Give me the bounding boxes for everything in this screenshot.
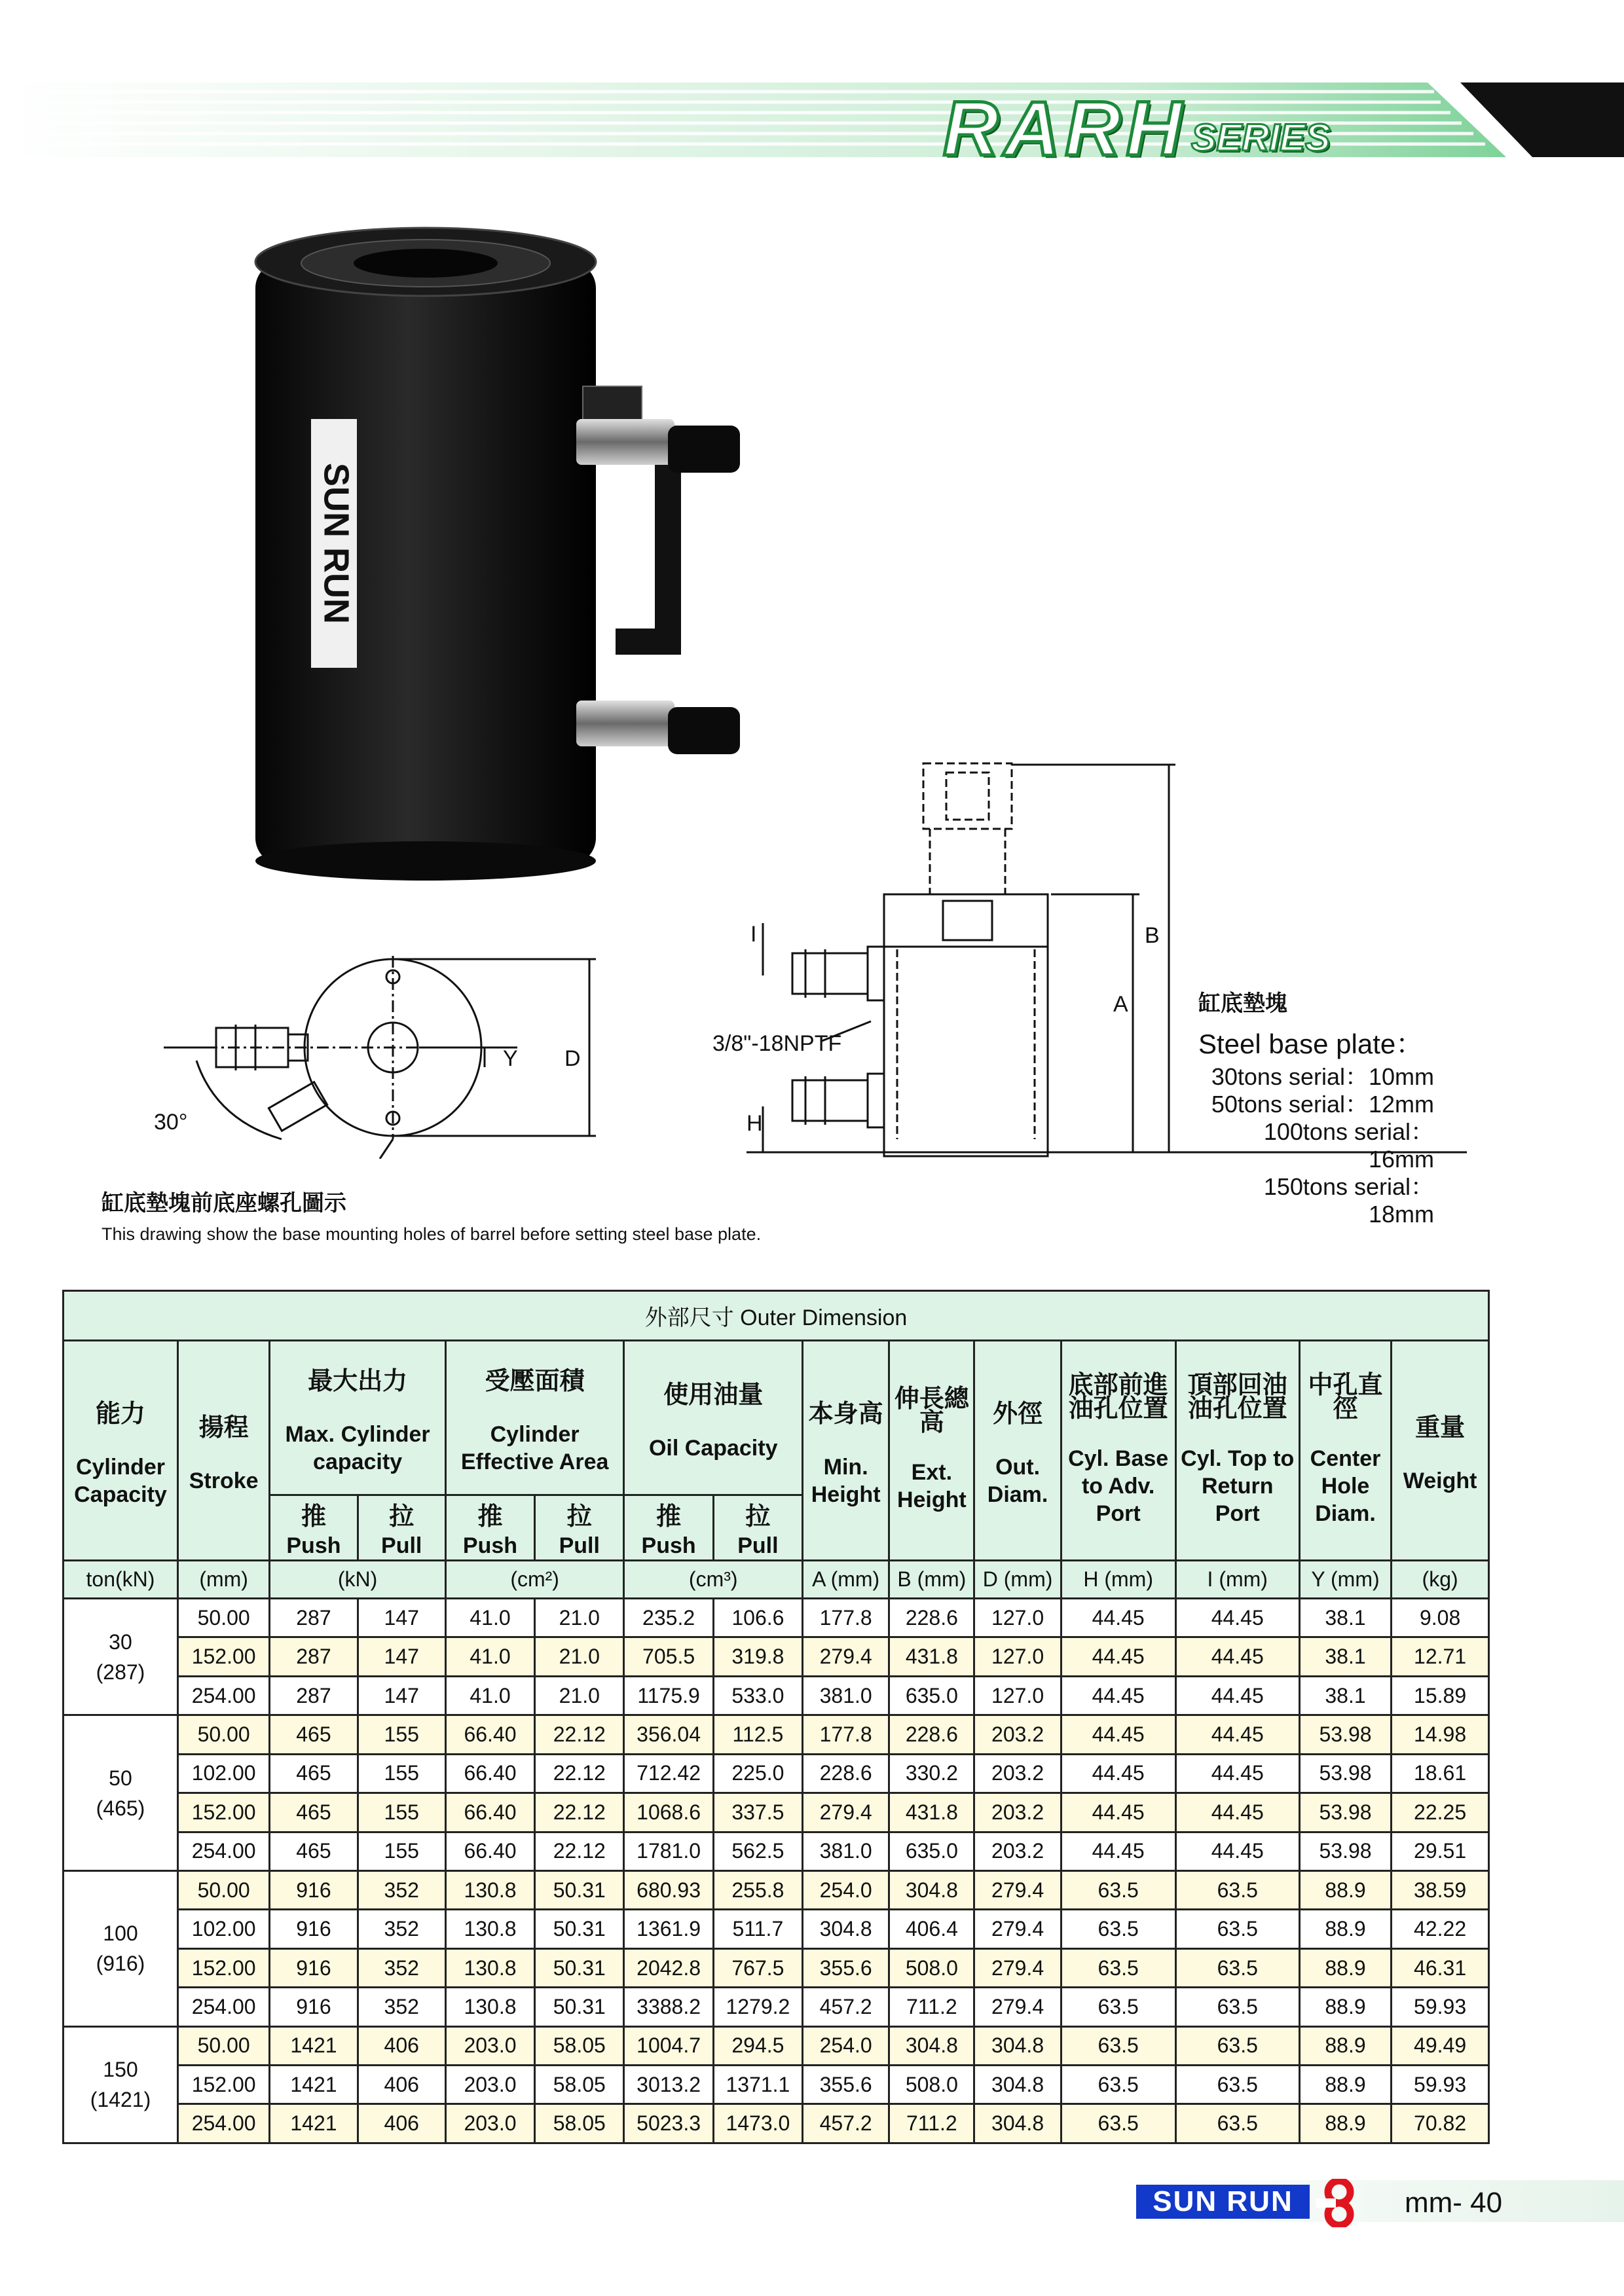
table-cell: 63.5 [1061, 2104, 1175, 2143]
col-stroke: 揚程 Stroke [177, 1341, 269, 1561]
col-center-hole: 中孔直徑 Center Hole Diam. [1299, 1341, 1391, 1561]
table-row [64, 2104, 1489, 2143]
table-cell: 279.4 [974, 1948, 1061, 1987]
table-cell: 58.05 [535, 2104, 624, 2143]
table-cell: 38.1 [1299, 1599, 1391, 1637]
table-cell: 58.05 [535, 2026, 624, 2065]
table-cell: 1371.1 [713, 2066, 802, 2104]
table-row [64, 2026, 1489, 2065]
table-cell: 9.08 [1392, 1599, 1489, 1637]
table-cell: 88.9 [1299, 1988, 1391, 2026]
i-label: I [750, 922, 757, 947]
capacity-ton: 150 [103, 2058, 138, 2082]
table-title: 外部尺寸 Outer Dimension [64, 1291, 1489, 1341]
table-cell: 88.9 [1299, 1910, 1391, 1948]
table-row [64, 1793, 1489, 1832]
table-cell: 44.45 [1175, 1793, 1299, 1832]
table-cell: 152.00 [177, 1637, 269, 1676]
table-cell: 3013.2 [624, 2066, 713, 2104]
series-title [943, 80, 1441, 172]
sub-pull: 拉 Pull [535, 1495, 624, 1561]
unit-base-port: H (mm) [1061, 1561, 1175, 1599]
a-label: A [1113, 992, 1128, 1017]
table-cell: 22.25 [1392, 1793, 1489, 1832]
capacity-kn: (1421) [90, 2088, 151, 2112]
table-cell: 287 [270, 1637, 358, 1676]
table-cell: 88.9 [1299, 2066, 1391, 2104]
table-cell: 1279.2 [713, 1988, 802, 2026]
table-cell: 465 [270, 1793, 358, 1832]
table-row [64, 1948, 1489, 1987]
table-cell: 203.2 [974, 1832, 1061, 1870]
table-cell: 381.0 [803, 1676, 889, 1715]
steel-base-notes [1198, 985, 1434, 1228]
table-cell: 50.00 [177, 1870, 269, 1909]
table-cell: 916 [270, 1910, 358, 1948]
table-cell: 50.31 [535, 1870, 624, 1909]
table-cell: 38.1 [1299, 1637, 1391, 1676]
table-cell: 130.8 [445, 1988, 534, 2026]
sub-pull: 拉 Pull [713, 1495, 802, 1561]
table-cell: 279.4 [974, 1870, 1061, 1909]
sub-push: 推 Push [445, 1495, 534, 1561]
table-cell: 41.0 [445, 1599, 534, 1637]
table-cell: 705.5 [624, 1637, 713, 1676]
table-cell: 147 [358, 1676, 445, 1715]
table-cell: 63.5 [1175, 2104, 1299, 2143]
table-cell: 254.0 [803, 2026, 889, 2065]
table-cell: 88.9 [1299, 2104, 1391, 2143]
table-row [64, 1637, 1489, 1676]
table-cell: 916 [270, 1870, 358, 1909]
table-cell: 14.98 [1392, 1715, 1489, 1754]
table-cell: 287 [270, 1676, 358, 1715]
table-cell: 294.5 [713, 2026, 802, 2065]
table-cell: 46.31 [1392, 1948, 1489, 1987]
table-cell: 457.2 [803, 1988, 889, 2026]
col-base-port: 底部前進油孔位置 Cyl. Base to Adv. Port [1061, 1341, 1175, 1561]
capacity-ton: 30 [109, 1630, 132, 1654]
table-cell: 1421 [270, 2066, 358, 2104]
col-area: 受壓面積 Cylinder Effective Area [445, 1341, 624, 1495]
table-cell: 304.8 [974, 2104, 1061, 2143]
table-cell: 44.45 [1061, 1715, 1175, 1754]
footer-brand: SUN RUN [1136, 2185, 1310, 2219]
table-cell: 50.00 [177, 1715, 269, 1754]
table-cell: 465 [270, 1715, 358, 1754]
table-cell: 53.98 [1299, 1832, 1391, 1870]
col-min-height: 本身高 Min. Height [803, 1341, 889, 1561]
unit-force: (kN) [270, 1561, 446, 1599]
table-cell: 711.2 [889, 1988, 974, 2026]
table-cell: 44.45 [1175, 1832, 1299, 1870]
table-cell: 22.12 [535, 1754, 624, 1793]
table-cell: 406 [358, 2104, 445, 2143]
table-cell: 1781.0 [624, 1832, 713, 1870]
table-cell: 53.98 [1299, 1754, 1391, 1793]
table-cell: 406.4 [889, 1910, 974, 1948]
unit-top-port: I (mm) [1175, 1561, 1299, 1599]
table-row [64, 1988, 1489, 2026]
table-cell: 63.5 [1175, 1988, 1299, 2026]
table-cell: 127.0 [974, 1599, 1061, 1637]
table-cell: 319.8 [713, 1637, 802, 1676]
table-cell: 59.93 [1392, 1988, 1489, 2026]
unit-capacity: ton(kN) [64, 1561, 178, 1599]
table-cell: 41.0 [445, 1637, 534, 1676]
table-cell: 44.45 [1061, 1832, 1175, 1870]
unit-weight: (kg) [1392, 1561, 1489, 1599]
table-cell: 102.00 [177, 1754, 269, 1793]
table-cell: 406 [358, 2026, 445, 2065]
table-cell: 635.0 [889, 1832, 974, 1870]
table-cell: 44.45 [1061, 1676, 1175, 1715]
table-cell: 235.2 [624, 1599, 713, 1637]
table-cell: 22.12 [535, 1832, 624, 1870]
table-body [64, 1599, 1489, 2143]
capacity-cell [64, 1715, 178, 1871]
col-force: 最大出力 Max. Cylinder capacity [270, 1341, 446, 1495]
table-cell: 1175.9 [624, 1676, 713, 1715]
table-cell: 533.0 [713, 1676, 802, 1715]
table-cell: 18.61 [1392, 1754, 1489, 1793]
table-cell: 508.0 [889, 2066, 974, 2104]
table-cell: 127.0 [974, 1676, 1061, 1715]
table-cell: 49.49 [1392, 2026, 1489, 2065]
table-cell: 254.00 [177, 1676, 269, 1715]
table-cell: 50.00 [177, 2026, 269, 2065]
table-cell: 88.9 [1299, 2026, 1391, 2065]
table-cell: 330.2 [889, 1754, 974, 1793]
table-cell: 254.0 [803, 1870, 889, 1909]
table-cell: 337.5 [713, 1793, 802, 1832]
unit-out-diam: D (mm) [974, 1561, 1061, 1599]
table-cell: 155 [358, 1715, 445, 1754]
capacity-kn: (465) [96, 1796, 145, 1820]
steel-base-row: 150tons serial：18mm [1263, 1173, 1434, 1228]
table-cell: 44.45 [1061, 1754, 1175, 1793]
table-cell: 15.89 [1392, 1676, 1489, 1715]
table-cell: 12.71 [1392, 1637, 1489, 1676]
table-cell: 203.0 [445, 2026, 534, 2065]
table-cell: 1421 [270, 2104, 358, 2143]
table-cell: 155 [358, 1754, 445, 1793]
table-row [64, 1754, 1489, 1793]
table-cell: 177.8 [803, 1599, 889, 1637]
table-cell: 304.8 [889, 1870, 974, 1909]
capacity-kn: (916) [96, 1952, 145, 1976]
table-cell: 66.40 [445, 1793, 534, 1832]
table-cell: 457.2 [803, 2104, 889, 2143]
cylinder-photo [249, 223, 747, 884]
steel-base-row: 100tons serial：16mm [1263, 1118, 1434, 1173]
steel-base-row: 50tons serial：12mm [1211, 1091, 1434, 1118]
table-cell: 355.6 [803, 1948, 889, 1987]
table-cell: 106.6 [713, 1599, 802, 1637]
table-cell: 44.45 [1061, 1793, 1175, 1832]
capacity-ton: 50 [109, 1766, 132, 1790]
table-cell: 44.45 [1175, 1754, 1299, 1793]
capacity-ton: 100 [103, 1922, 138, 1946]
table-cell: 130.8 [445, 1910, 534, 1948]
table-cell: 44.45 [1175, 1637, 1299, 1676]
table-cell: 21.0 [535, 1599, 624, 1637]
capacity-cell [64, 1599, 178, 1715]
table-cell: 63.5 [1175, 1910, 1299, 1948]
capacity-cell [64, 1870, 178, 2026]
table-cell: 254.00 [177, 2104, 269, 2143]
table-cell: 59.93 [1392, 2066, 1489, 2104]
table-cell: 352 [358, 1988, 445, 2026]
table-cell: 41.0 [445, 1676, 534, 1715]
table-cell: 44.45 [1175, 1715, 1299, 1754]
table-cell: 70.82 [1392, 2104, 1489, 2143]
table-cell: 152.00 [177, 1948, 269, 1987]
table-cell: 203.0 [445, 2104, 534, 2143]
table-cell: 1473.0 [713, 2104, 802, 2143]
h-label: H [747, 1111, 763, 1136]
caption-en: This drawing show the base mounting holes of barrel before setting steel base plate. [101, 1224, 762, 1244]
table-cell: 228.6 [803, 1754, 889, 1793]
sub-pull: 拉 Pull [358, 1495, 445, 1561]
table-cell: 254.00 [177, 1988, 269, 2026]
table-cell: 22.12 [535, 1793, 624, 1832]
table-cell: 63.5 [1175, 2026, 1299, 2065]
col-oil: 使用油量 Oil Capacity [624, 1341, 803, 1495]
table-cell: 177.8 [803, 1715, 889, 1754]
table-cell: 53.98 [1299, 1793, 1391, 1832]
table-cell: 287 [270, 1599, 358, 1637]
table-cell: 44.45 [1061, 1637, 1175, 1676]
series-sub: SERIES [1190, 117, 1331, 159]
table-row [64, 1715, 1489, 1754]
table-cell: 2042.8 [624, 1948, 713, 1987]
page-number: mm- 40 [1405, 2187, 1503, 2219]
unit-area: (cm²) [445, 1561, 624, 1599]
table-cell: 63.5 [1061, 1948, 1175, 1987]
d-label: D [564, 1046, 581, 1071]
table-cell: 63.5 [1061, 1910, 1175, 1948]
table-cell: 465 [270, 1832, 358, 1870]
table-cell: 511.7 [713, 1910, 802, 1948]
table-cell: 255.8 [713, 1870, 802, 1909]
steel-base-row: 30tons serial：10mm [1211, 1063, 1434, 1090]
table-cell: 203.0 [445, 2066, 534, 2104]
table-cell: 44.45 [1175, 1676, 1299, 1715]
table-cell: 63.5 [1061, 2066, 1175, 2104]
table-cell: 112.5 [713, 1715, 802, 1754]
table-cell: 38.1 [1299, 1676, 1391, 1715]
table-cell: 304.8 [974, 2026, 1061, 2065]
steel-base-title-zh: 缸底墊塊 [1198, 991, 1287, 1016]
table-cell: 50.00 [177, 1599, 269, 1637]
table-cell: 29.51 [1392, 1832, 1489, 1870]
table-cell: 916 [270, 1988, 358, 2026]
table-cell: 562.5 [713, 1832, 802, 1870]
table-cell: 147 [358, 1637, 445, 1676]
col-top-port: 頂部回油油孔位置 Cyl. Top to Return Port [1175, 1341, 1299, 1561]
unit-min-height: A (mm) [803, 1561, 889, 1599]
table-cell: 50.31 [535, 1988, 624, 2026]
table-cell: 88.9 [1299, 1948, 1391, 1987]
table-cell: 88.9 [1299, 1870, 1391, 1909]
table-cell: 1068.6 [624, 1793, 713, 1832]
table-row [64, 2066, 1489, 2104]
brand-label: SUN RUN [316, 462, 356, 625]
table-cell: 50.31 [535, 1948, 624, 1987]
table-cell: 147 [358, 1599, 445, 1637]
table-cell: 352 [358, 1870, 445, 1909]
table-cell: 203.2 [974, 1715, 1061, 1754]
table-cell: 1421 [270, 2026, 358, 2065]
table-cell: 1361.9 [624, 1910, 713, 1948]
table-cell: 42.22 [1392, 1910, 1489, 1948]
table-cell: 304.8 [974, 2066, 1061, 2104]
table-cell: 155 [358, 1793, 445, 1832]
brand-logo-icon [1316, 2179, 1362, 2227]
table-row [64, 1910, 1489, 1948]
unit-oil: (cm³) [624, 1561, 803, 1599]
table-cell: 66.40 [445, 1754, 534, 1793]
table-cell: 304.8 [889, 2026, 974, 2065]
table-cell: 352 [358, 1910, 445, 1948]
table-cell: 228.6 [889, 1715, 974, 1754]
table-cell: 680.93 [624, 1870, 713, 1909]
unit-ext-height: B (mm) [889, 1561, 974, 1599]
table-cell: 21.0 [535, 1676, 624, 1715]
table-cell: 279.4 [974, 1910, 1061, 1948]
table-cell: 38.59 [1392, 1870, 1489, 1909]
table-cell: 431.8 [889, 1637, 974, 1676]
unit-center-hole: Y (mm) [1299, 1561, 1391, 1599]
table-cell: 63.5 [1061, 2026, 1175, 2065]
table-cell: 352 [358, 1948, 445, 1987]
table-cell: 254.00 [177, 1832, 269, 1870]
table-cell: 355.6 [803, 2066, 889, 2104]
table-cell: 5023.3 [624, 2104, 713, 2143]
table-cell: 63.5 [1061, 1988, 1175, 2026]
spec-table [62, 1290, 1490, 2144]
table-row [64, 1832, 1489, 1870]
sub-push: 推 Push [270, 1495, 358, 1561]
unit-stroke: (mm) [177, 1561, 269, 1599]
table-cell: 53.98 [1299, 1715, 1391, 1754]
sub-push: 推 Push [624, 1495, 713, 1561]
table-cell: 66.40 [445, 1715, 534, 1754]
table-cell: 63.5 [1175, 1948, 1299, 1987]
table-cell: 66.40 [445, 1832, 534, 1870]
steel-base-title-en: Steel base plate： [1198, 1029, 1424, 1059]
table-cell: 44.45 [1061, 1599, 1175, 1637]
table-cell: 130.8 [445, 1948, 534, 1987]
caption-zh: 缸底墊塊前底座螺孔圖示 [101, 1191, 346, 1216]
table-cell: 465 [270, 1754, 358, 1793]
table-cell: 431.8 [889, 1793, 974, 1832]
table-cell: 203.2 [974, 1754, 1061, 1793]
table-cell: 381.0 [803, 1832, 889, 1870]
col-out-diam: 外徑 Out. Diam. [974, 1341, 1061, 1561]
table-row [64, 1676, 1489, 1715]
col-weight: 重量 Weight [1392, 1341, 1489, 1561]
table-cell: 279.4 [803, 1793, 889, 1832]
table-cell: 63.5 [1175, 1870, 1299, 1909]
table-cell: 406 [358, 2066, 445, 2104]
table-cell: 635.0 [889, 1676, 974, 1715]
table-cell: 1004.7 [624, 2026, 713, 2065]
table-cell: 304.8 [803, 1910, 889, 1948]
table-cell: 225.0 [713, 1754, 802, 1793]
table-cell: 58.05 [535, 2066, 624, 2104]
table-cell: 63.5 [1175, 2066, 1299, 2104]
capacity-kn: (287) [96, 1660, 145, 1684]
table-cell: 279.4 [803, 1637, 889, 1676]
table-cell: 50.31 [535, 1910, 624, 1948]
col-ext-height: 伸長總高 Ext. Height [889, 1341, 974, 1561]
table-cell: 127.0 [974, 1637, 1061, 1676]
table-cell: 508.0 [889, 1948, 974, 1987]
table-cell: 767.5 [713, 1948, 802, 1987]
table-row [64, 1599, 1489, 1637]
table-cell: 44.45 [1175, 1599, 1299, 1637]
table-cell: 155 [358, 1832, 445, 1870]
table-row [64, 1870, 1489, 1909]
angle-label: 30° [154, 1110, 188, 1135]
table-cell: 228.6 [889, 1599, 974, 1637]
table-cell: 102.00 [177, 1910, 269, 1948]
table-cell: 916 [270, 1948, 358, 1987]
table-cell: 203.2 [974, 1793, 1061, 1832]
table-cell: 130.8 [445, 1870, 534, 1909]
table-cell: 21.0 [535, 1637, 624, 1676]
table-cell: 63.5 [1061, 1870, 1175, 1909]
table-cell: 22.12 [535, 1715, 624, 1754]
series-main: RARH [943, 86, 1187, 172]
table-cell: 712.42 [624, 1754, 713, 1793]
y-label: Y [503, 1046, 518, 1071]
table-cell: 711.2 [889, 2104, 974, 2143]
capacity-cell [64, 2026, 178, 2143]
port-label: 3/8"-18NPTF [712, 1031, 842, 1056]
table-cell: 152.00 [177, 1793, 269, 1832]
table-cell: 279.4 [974, 1988, 1061, 2026]
table-cell: 356.04 [624, 1715, 713, 1754]
table-cell: 3388.2 [624, 1988, 713, 2026]
table-cell: 152.00 [177, 2066, 269, 2104]
b-label: B [1145, 923, 1160, 948]
col-capacity: 能力 Cylinder Capacity [64, 1341, 178, 1561]
